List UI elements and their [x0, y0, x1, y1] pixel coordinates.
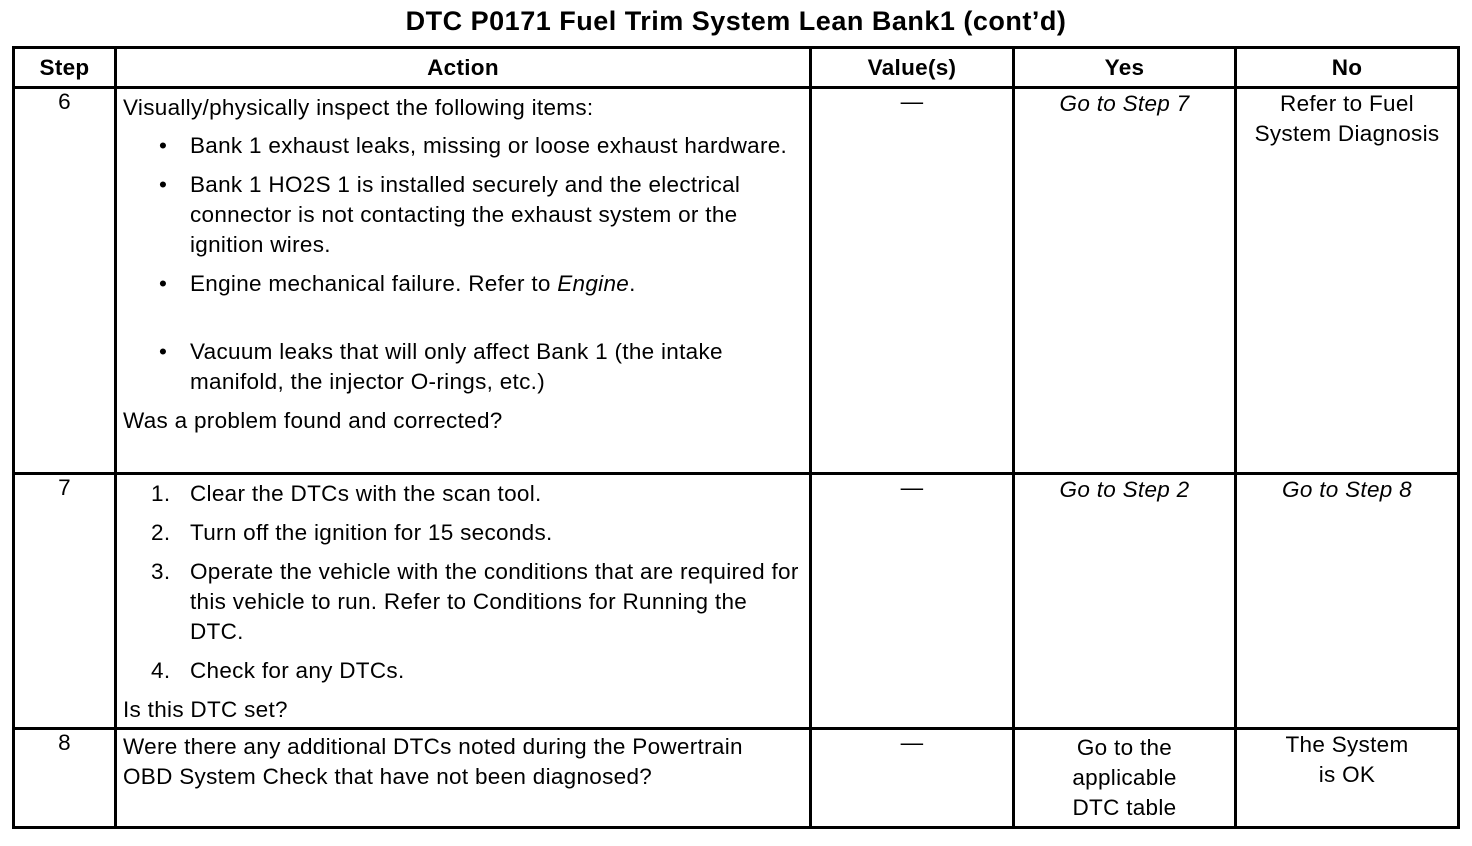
engine-reference: Engine — [557, 271, 630, 296]
action-question: Is this DTC set? — [123, 697, 288, 722]
bullet-icon: • — [159, 172, 168, 197]
procedure-list — [123, 479, 799, 686]
action-intro: Visually/physically inspect the following items: — [123, 95, 594, 120]
value-cell: — — [811, 88, 1014, 474]
list-item-text: Operate the vehicle with the conditions that are required for this vehicle to run. Refer to Conditions for Running the DTC. — [190, 559, 799, 644]
value-cell: — — [811, 729, 1014, 828]
list-item-text: Vacuum leaks that will only affect Bank 1 (the intake manifold, the injector O-rings, etc.) — [190, 339, 723, 394]
list-item-text: Engine mechanical failure. Refer to Engine. — [190, 271, 636, 296]
action-cell — [116, 474, 811, 729]
table-header-row — [14, 48, 1459, 88]
list-item-text: Bank 1 exhaust leaks, missing or loose exhaust hardware. — [190, 133, 788, 158]
list-item — [123, 557, 799, 647]
header-action: Action — [116, 48, 811, 88]
step-number: 8 — [14, 729, 116, 828]
item-number: 2. — [151, 520, 171, 545]
list-item — [123, 170, 799, 260]
step-number: 6 — [14, 88, 116, 474]
yes-line: DTC table — [1072, 795, 1177, 820]
list-item — [123, 337, 799, 397]
diagnostic-table — [12, 46, 1460, 829]
item-number: 3. — [151, 559, 171, 584]
inspection-list — [123, 131, 799, 397]
yes-line: Go to the — [1076, 735, 1173, 760]
item-number: 4. — [151, 658, 171, 683]
no-cell — [1236, 729, 1459, 828]
no-line: System Diagnosis — [1254, 121, 1440, 146]
value-cell: — — [811, 474, 1014, 729]
header-no: No — [1236, 48, 1459, 88]
list-item — [123, 518, 799, 548]
action-cell — [116, 729, 811, 828]
table-row-step-6 — [14, 88, 1459, 474]
action-cell — [116, 88, 811, 474]
action-question: Were there any additional DTCs noted during the Powertrain OBD System Check that have not been diagnosed? — [123, 734, 743, 789]
list-item — [123, 269, 799, 299]
header-values: Value(s) — [811, 48, 1014, 88]
item-number: 1. — [151, 481, 171, 506]
no-line: is OK — [1318, 762, 1376, 787]
table-row-step-7 — [14, 474, 1459, 729]
no-line: Refer to Fuel — [1280, 91, 1414, 116]
bullet-icon: • — [159, 271, 168, 296]
no-cell — [1236, 88, 1459, 474]
step-number: 7 — [14, 474, 116, 729]
action-question: Was a problem found and corrected? — [123, 408, 503, 433]
bullet-icon: • — [159, 339, 168, 364]
table-row-step-8 — [14, 729, 1459, 828]
yes-cell — [1014, 729, 1236, 828]
list-item-text: Check for any DTCs. — [190, 658, 405, 683]
page-title: DTC P0171 Fuel Trim System Lean Bank1 (cont’d) — [405, 6, 1067, 36]
yes-line: applicable — [1072, 765, 1177, 790]
no-line: The System — [1285, 732, 1409, 757]
list-item — [123, 479, 799, 509]
header-step: Step — [14, 48, 116, 88]
list-item — [123, 131, 799, 161]
list-item — [123, 656, 799, 686]
list-item-text: Bank 1 HO2S 1 is installed securely and the electrical connector is not contacting the exhaust system or the ignition wires. — [190, 172, 741, 257]
bullet-icon: • — [159, 133, 168, 158]
yes-cell: Go to Step 7 — [1014, 88, 1236, 474]
list-item-text: Clear the DTCs with the scan tool. — [190, 481, 542, 506]
header-yes: Yes — [1014, 48, 1236, 88]
list-item-text: Turn off the ignition for 15 seconds. — [190, 520, 553, 545]
yes-cell: Go to Step 2 — [1014, 474, 1236, 729]
no-cell: Go to Step 8 — [1236, 474, 1459, 729]
